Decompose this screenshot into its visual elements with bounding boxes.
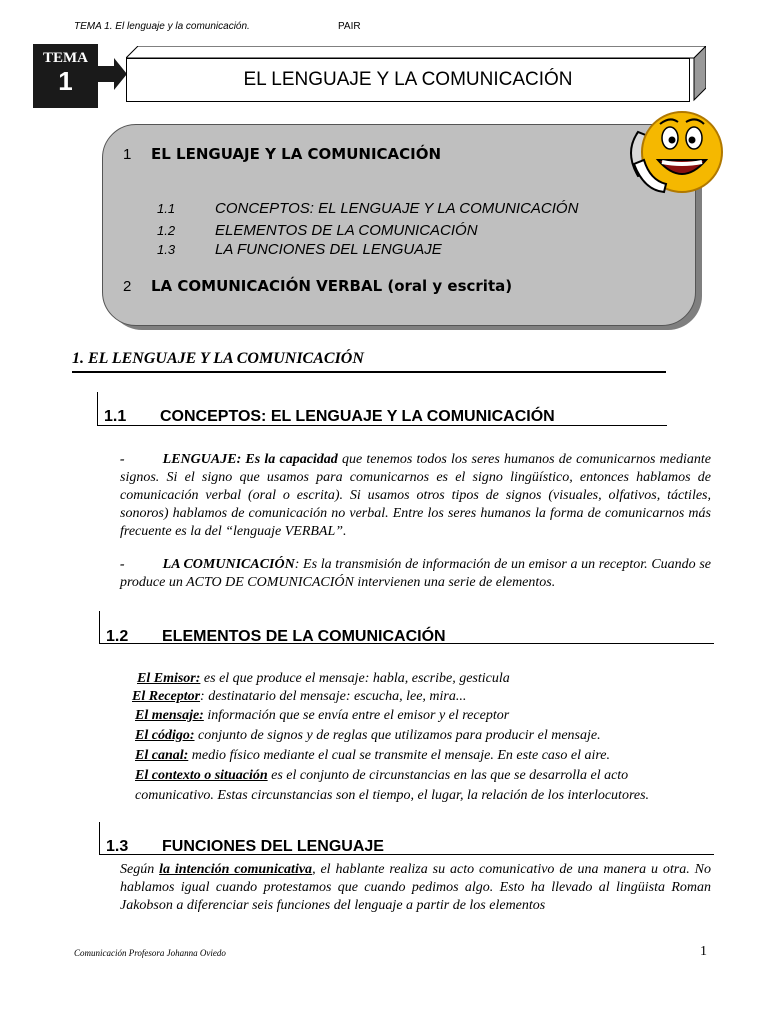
dash-2: - [120, 557, 125, 572]
toc-subitem-1-label: CONCEPTOS: EL LENGUAJE Y LA COMUNICACIÓN [215, 200, 579, 217]
element-text: medio físico mediante el cual se transmite el mensaje. En este caso el aire. [188, 748, 610, 763]
arrow-right-icon [96, 56, 128, 92]
element-term: El código: [135, 728, 195, 743]
toc-item-2-num: 2 [123, 278, 132, 295]
header-left: TEMA 1. El lenguaje y la comunicación. [74, 21, 250, 32]
tema-number: 1 [58, 66, 73, 96]
element-term: El Emisor: [137, 671, 201, 686]
lenguaje-term: LENGUAJE: Es la capacidad [162, 452, 338, 467]
element-term: El contexto o situación [135, 768, 268, 783]
toc-subitem-2 [157, 222, 478, 239]
smiley-phone-icon [616, 104, 728, 204]
sub13-heading [106, 838, 384, 856]
paragraph-lenguaje [120, 451, 711, 541]
sub11-title: CONCEPTOS: EL LENGUAJE Y LA COMUNICACIÓN [160, 408, 555, 425]
funciones-term: la intención comunicativa [159, 862, 313, 877]
comunicacion-text: : Es la transmisión de información de un emisor a un receptor. Cuando se produce un ACTO DE COMUNICACIÓN intervienen una serie de elementos. [120, 557, 711, 590]
element-term: El mensaje: [135, 708, 204, 723]
element-text: es el que produce el mensaje: habla, escribe, gesticula [200, 671, 510, 686]
tema-word: TEMA [43, 50, 88, 66]
element-text: conjunto de signos y de reglas que utilizamos para producir el mensaje. [194, 728, 601, 743]
dash-1: - [120, 452, 125, 467]
element-text: información que se envía entre el emisor y el receptor [203, 708, 510, 723]
element-term: El canal: [135, 748, 189, 763]
element-item [132, 687, 466, 707]
element-item [135, 726, 601, 746]
main-title: EL LENGUAJE Y LA COMUNICACIÓN [126, 58, 690, 102]
sub13-vbar [99, 822, 100, 854]
lenguaje-text: que tenemos todos los seres humanos de comunicarnos mediante signos. Si el signo que usamos para comunicarnos es el signo lingüístico, entonces hablamos de comunicación verbal (oral o escrita). Si usamos otros tipos de signos (visuales, olfativos, táctiles, sonoros) hablamos de comunicación no verbal. Entre los seres humanos la forma de comunicarnos más frecuente es la del “lenguaje VERBAL”. [120, 452, 711, 539]
element-item [135, 746, 610, 766]
section-1-title: 1. EL LENGUAJE Y LA COMUNICACIÓN [72, 350, 666, 373]
sub12-title: ELEMENTOS DE LA COMUNICACIÓN [162, 628, 446, 645]
sub12-num: 1.2 [106, 628, 129, 645]
element-item [135, 706, 509, 726]
toc-subitem-1 [157, 200, 578, 217]
toc-subitem-3-num: 1.3 [157, 242, 176, 257]
sub11-heading [104, 408, 555, 426]
toc-item-2 [123, 277, 512, 295]
toc-box [102, 124, 696, 326]
toc-subitem-3 [157, 241, 442, 258]
tema-badge [33, 44, 98, 108]
element-item [137, 669, 510, 689]
sub13-title: FUNCIONES DEL LENGUAJE [162, 838, 384, 855]
element-term: El Receptor [132, 689, 201, 704]
toc-item-2-label: LA COMUNICACIÓN VERBAL [151, 277, 383, 295]
toc-subitem-3-label: LA FUNCIONES DEL LENGUAJE [215, 241, 442, 258]
element-text: es el conjunto de circunstancias en las que se desarrolla el acto [267, 768, 629, 783]
sub12-vbar [99, 611, 100, 643]
element-text: : destinatario del mensaje: escucha, lee, mira... [200, 689, 467, 704]
sub12-heading [106, 628, 446, 646]
funciones-start: Según [120, 862, 160, 877]
header-right: PAIR [338, 21, 361, 32]
toc-item-1 [123, 145, 441, 163]
element-continuation: comunicativo. Estas circunstancias son el tiempo, el lugar, la relación de los interlocutores. [135, 788, 650, 803]
funciones-text: , el hablante realiza su acto comunicativo de una manera u otra. No hablamos igual cuando protestamos que cuando pedimos algo. Esto ha llevado al lingüista Roman Jakobson a diferenciar seis funciones del lenguaje a partir de los elementos [120, 862, 711, 913]
paragraph-funciones [120, 861, 711, 919]
toc-subitem-2-label: ELEMENTOS DE LA COMUNICACIÓN [215, 222, 478, 239]
toc-subitem-2-num: 1.2 [157, 223, 176, 238]
sub11-num: 1.1 [104, 408, 127, 425]
sub11-vbar [97, 392, 98, 425]
toc-subitem-1-num: 1.1 [157, 201, 176, 216]
toc-item-2-extra: (oral y escrita) [387, 277, 513, 295]
paragraph-comunicacion [120, 556, 711, 592]
comunicacion-term: LA COMUNICACIÓN [162, 557, 295, 572]
element-item [135, 766, 628, 786]
toc-item-1-label: EL LENGUAJE Y LA COMUNICACIÓN [151, 145, 442, 163]
footer-left: Comunicación Profesora Johanna Oviedo [74, 948, 226, 958]
toc-item-1-num: 1 [123, 146, 132, 163]
sub13-num: 1.3 [106, 838, 129, 855]
page-number: 1 [700, 944, 707, 959]
